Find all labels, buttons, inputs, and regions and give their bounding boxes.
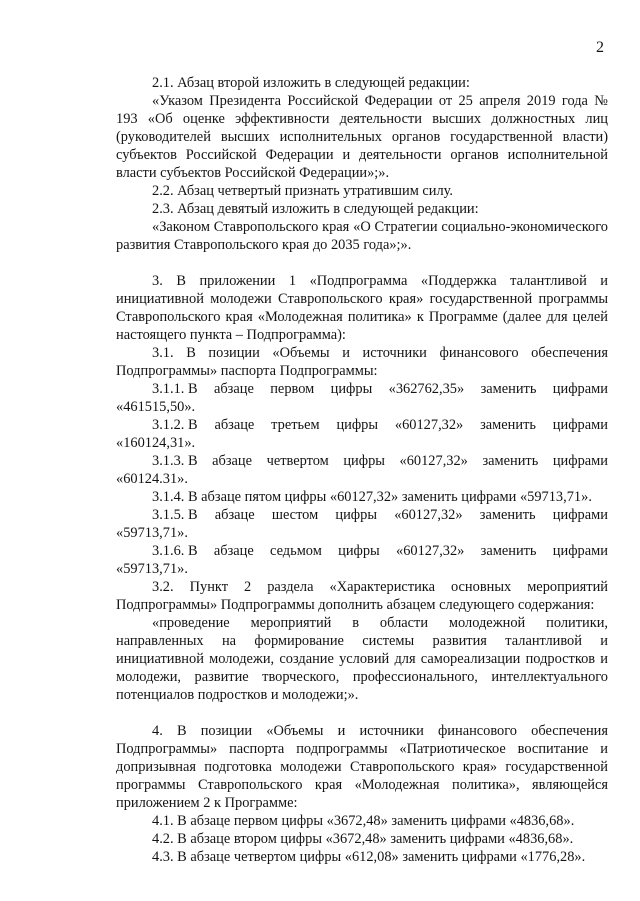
item-3-1-2-continuation: «160124,31».: [116, 435, 196, 451]
word: первом: [270, 381, 315, 397]
page-number: 2: [596, 39, 604, 56]
word: цифрами: [552, 417, 608, 433]
document-body: [116, 74, 608, 866]
item-3-1-3: [116, 452, 608, 488]
spacer: [116, 704, 608, 722]
word: цифрами: [552, 453, 608, 469]
item-3-1-3-continuation: «60124.31».: [116, 471, 188, 487]
word: цифры: [338, 543, 380, 559]
item-3-1-2-line: [116, 416, 608, 434]
word: третьем: [271, 417, 320, 433]
paragraph-2-3: 2.3. Абзац девятый изложить в следующей редакции:: [152, 201, 479, 217]
paragraph-2-2: 2.2. Абзац четвертый признать утратившим силу.: [152, 183, 454, 199]
item-3-1-1-continuation: «461515,50».: [116, 399, 196, 415]
paragraph-2-1: 2.1. Абзац второй изложить в следующей редакции:: [152, 75, 470, 91]
word: абзаце: [213, 381, 254, 397]
item-3-1-4: 3.1.4. В абзаце пятом цифры «60127,32» заменить цифрами «59713,71».: [152, 489, 592, 505]
item-3-1-5: [116, 506, 608, 542]
word: седьмом: [270, 543, 322, 559]
item-4-2: 4.2. В абзаце втором цифры «3672,48» заменить цифрами «4836,68».: [152, 831, 574, 847]
paragraph-2-3-text: «Законом Ставропольского края «О Стратегии социально-экономического развития Ставропольского края до 2035 года»;».: [116, 219, 608, 253]
word: заменить: [480, 543, 537, 559]
paragraph-4: 4. В позиции «Объемы и источники финансового обеспечения Подпрограммы» паспорта подпрограммы «Патриотическое воспитание и допризывная подготовка молодежи Ставропольского края» государственной программы Ставропольского края «Молодежная политика», являющейся приложением 2 к Программе:: [116, 723, 608, 811]
word: заменить: [479, 507, 536, 523]
word: заменить: [480, 417, 536, 433]
word: 3.1.6. В: [152, 543, 198, 559]
word: цифрами: [552, 507, 608, 523]
paragraph-3-2-text: «проведение мероприятий в области молодежной политики, направленных на формирование системы развития талантливой и инициативной молодежи, создание условий для самореализации подростков и молодежи, развитие творческого, профессионального, интеллектуального потенциалов подростков и молодежи;».: [116, 615, 608, 703]
word: цифры: [330, 381, 373, 397]
item-3-1-6-line: [116, 542, 608, 560]
word: «60127,32»: [399, 453, 468, 469]
item-3-1-6-continuation: «59713,71».: [116, 561, 188, 577]
item-3-1-2: [116, 416, 608, 452]
paragraph-3-2: 3.2. Пункт 2 раздела «Характеристика основных мероприятий Подпрограммы» Подпрограммы дополнить абзацем следующего содержания:: [116, 579, 608, 613]
item-3-1-1: [116, 380, 608, 416]
word: абзаце: [212, 453, 253, 469]
word: «362762,35»: [388, 381, 465, 397]
item-3-1-6: [116, 542, 608, 578]
paragraph-3-1: 3.1. В позиции «Объемы и источники финансового обеспечения Подпрограммы» паспорта Подпрограммы:: [116, 345, 608, 379]
item-4-1: 4.1. В абзаце первом цифры «3672,48» заменить цифрами «4836,68».: [152, 813, 575, 829]
word: заменить: [482, 453, 539, 469]
word: 3.1.5. В: [152, 507, 198, 523]
item-3-1-3-line: [116, 452, 608, 470]
word: цифрами: [552, 543, 608, 559]
word: цифры: [343, 453, 385, 469]
word: «60127,32»: [394, 417, 464, 433]
word: 3.1.3. В: [152, 453, 198, 469]
word: абзаце: [213, 543, 254, 559]
word: 3.1.1. В: [152, 381, 198, 397]
word: «60127,32»: [396, 543, 465, 559]
word: четвертом: [266, 453, 329, 469]
paragraph-3: 3. В приложении 1 «Подпрограмма «Поддержка талантливой и инициативной молодежи Ставропольского края» государственной программы Ставропольского края «Молодежная политика» к Программе (далее для целей настоящего пункта – Подпрограмма):: [116, 273, 608, 343]
word: «60127,32»: [394, 507, 463, 523]
word: заменить: [480, 381, 537, 397]
word: цифры: [336, 417, 379, 433]
paragraph-2-1-text: «Указом Президента Российской Федерации от 25 апреля 2019 года № 193 «Об оценке эффективности деятельности высших должностных лиц (руководителей высших исполнительных органов государственной власти) субъектов Российской Федерации и деятельности органов исполнительной власти субъектов Российской Федерации»;».: [116, 93, 608, 181]
word: абзаце: [214, 417, 255, 433]
item-4-3: 4.3. В абзаце четвертом цифры «612,08» заменить цифрами «1776,28».: [152, 849, 586, 865]
spacer: [116, 254, 608, 272]
word: 3.1.2. В: [152, 417, 198, 433]
item-3-1-5-line: [116, 506, 608, 524]
word: шестом: [271, 507, 319, 523]
item-3-1-5-continuation: «59713,71».: [116, 525, 188, 541]
item-3-1-1-line: [116, 380, 608, 398]
word: цифры: [335, 507, 377, 523]
word: цифрами: [552, 381, 608, 397]
word: абзаце: [214, 507, 255, 523]
